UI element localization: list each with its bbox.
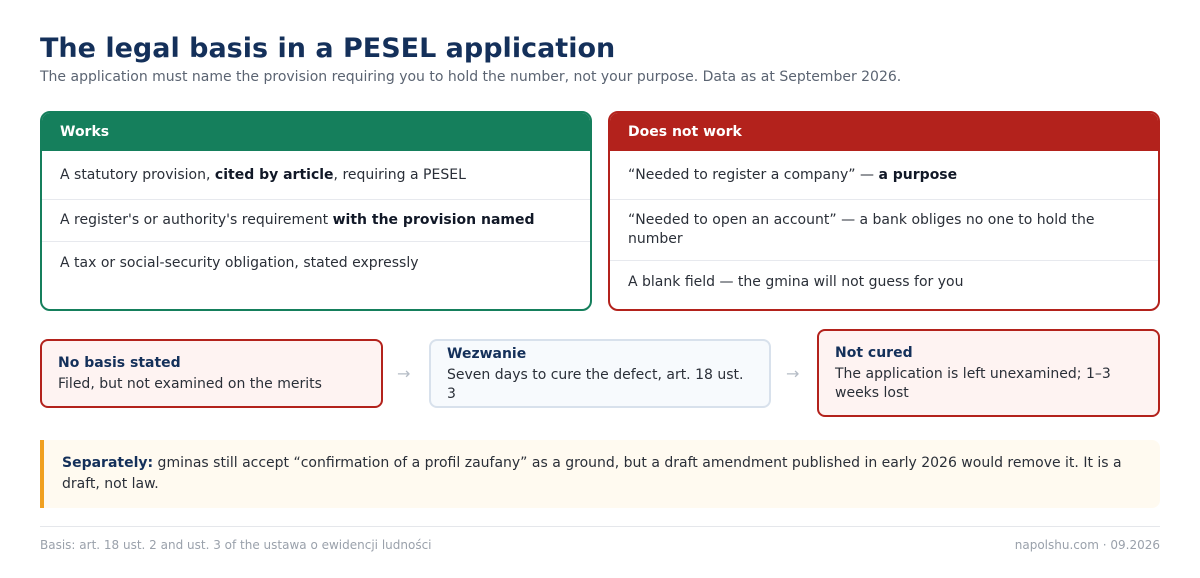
step-title: Not cured — [835, 345, 913, 361]
footer-source: napolshu.com · 09.2026 — [1014, 538, 1160, 552]
arrow-right-icon: → — [397, 364, 411, 383]
step-description: The application is left unexamined; 1–3 weeks lost — [835, 366, 1111, 401]
step-title: Wezwanie — [447, 345, 527, 362]
page-subtitle: The application must name the provision requiring you to hold the number, not your purpose. Data as at September 2026. — [40, 69, 902, 85]
footer-basis: Basis: art. 18 ust. 2 and ust. 3 of the ustawa o ewidencji ludności — [40, 538, 432, 552]
does-not-work-card — [608, 111, 1160, 311]
note-label: Separately: — [62, 455, 154, 471]
does-not-work-card-header: Does not work — [610, 113, 1158, 151]
works-item: A tax or social-security obligation, stated expressly — [60, 254, 419, 271]
works-item: A register's or authority's requirement with the provision named — [42, 200, 590, 242]
step-title: No basis stated — [58, 355, 181, 371]
page-title: The legal basis in a PESEL application — [40, 33, 616, 64]
does-not-work-item: A blank field — the gmina will not guess for you — [628, 273, 964, 290]
separately-note — [40, 440, 1160, 508]
works-card — [40, 111, 592, 311]
works-card-header: Works — [42, 113, 590, 151]
step-wezwanie — [429, 339, 771, 408]
works-item: A statutory provision, cited by article, requiring a PESEL — [42, 151, 590, 200]
arrow-right-icon: → — [786, 364, 800, 383]
does-not-work-item: “Needed to open an account” — a bank obliges no one to hold the number — [610, 200, 1158, 261]
does-not-work-item: “Needed to register a company” — a purpose — [610, 151, 1158, 200]
step-not-cured — [817, 329, 1160, 417]
step-description: Filed, but not examined on the merits — [58, 376, 322, 392]
note-text: gminas still accept “confirmation of a profil zaufany” as a ground, but a draft amendment published in early 2026 would remove it. It is a draft, not law. — [62, 455, 1122, 492]
step-description: Seven days to cure the defect, art. 18 ust. 3 — [447, 366, 744, 402]
footer-divider — [40, 526, 1160, 527]
step-no-basis — [40, 339, 383, 408]
